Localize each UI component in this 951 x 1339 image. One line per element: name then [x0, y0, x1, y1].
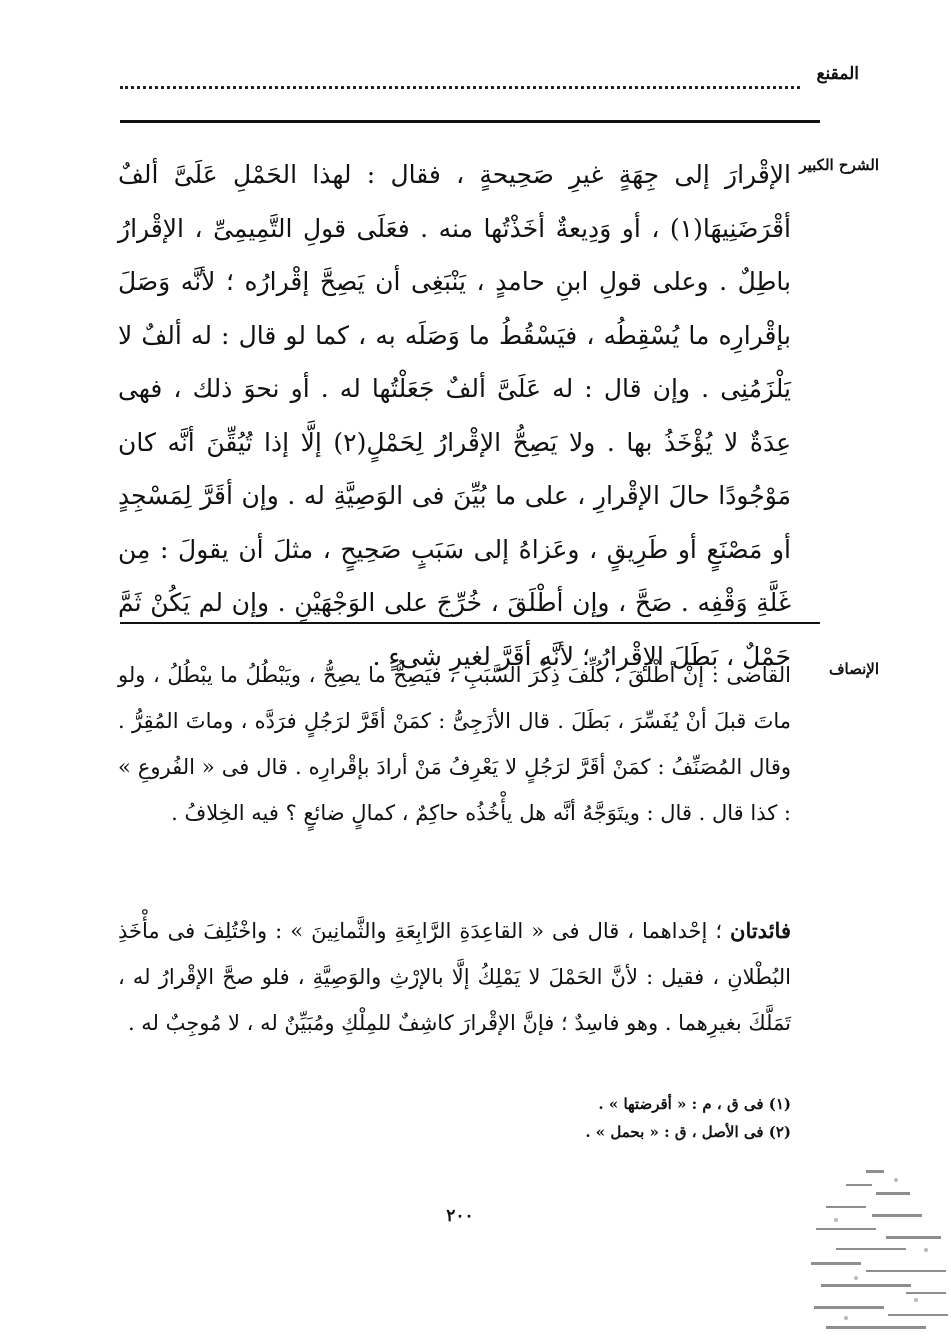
footnote-2: (٢) فى الأصل ، ق : « بحمل » .	[585, 1123, 791, 1141]
commentary-label: الشرح الكبير	[799, 156, 879, 174]
insaf-section	[118, 652, 791, 836]
section-divider	[120, 622, 820, 624]
benefits-section	[118, 908, 791, 1046]
benefits-paragraph	[118, 908, 791, 1046]
running-title: المقنع	[816, 64, 859, 84]
insaf-label: الإنصاف	[828, 660, 879, 678]
commentary-text: الإقْرارَ إلى جِهَةٍ غيرِ صَحِيحةٍ ، فقال : لهذا الحَمْلِ عَلَىَّ ألفٌ أقْرَضَنِيهَا(١) ، أو وَدِيعةٌ أخَذْتُها منه . فعَلَى قولِ التَّمِيمِىِّ ، الإقْرارُ باطِلٌ . وعلى قولِ ابنِ حامدٍ ، يَنْبَغِى أن يَصِحَّ إقْرارُه ؛ لأنَّه وَصَلَ بإقْرارِه ما يُسْقِطُه ، فيَسْقُطُ ما وَصَلَه به ، كما لو قال : له ألفٌ لا يَلْزَمُنِى . وإن قال : له عَلَىَّ ألفٌ جَعَلْتُها له . أو نحوَ ذلك ، فهى عِدَةٌ لا يُؤْخَذُ بها . ولا يَصِحُّ الإقْرارُ لِحَمْلٍ(٢) إلَّا إذا تُيُقِّنَ أنَّه كان مَوْجُودًا حالَ الإقْرارِ ، على ما بُيِّنَ فى الوَصِيَّةِ له . وإن أقَرَّ لِمَسْجِدٍ أو مَصْنَعٍ أو طَرِيقٍ ، وعَزاهُ إلى سَبَبٍ صَحِيحٍ ، مثلَ أن يقولَ : مِن غَلَّةِ وَقْفِه . صَحَّ ، وإن أطْلَقَ ، خُرِّجَ على الوَجْهَيْنِ . وإن لم يَكُنْ ثَمَّ حَمْلٌ ، بَطَلَ الإقْرارُ ؛ لأنَّه أقَرَّ لغيرِ شىءٍ .	[118, 160, 791, 671]
benefits-lead: فائدتان	[730, 918, 791, 943]
footnote-1: (١) فى ق ، م : « أقرضتها » .	[598, 1095, 791, 1113]
header-rule	[120, 120, 820, 123]
scan-noise-artifact	[806, 1150, 951, 1339]
insaf-text: القاضى : إنْ أطْلَقَ ، كُلِّفَ ذِكْرَ السَّبَبِ ، فيَصِحُّ ما يصِحُّ ، ويَبْطُلُ ما يبْطُلُ ، ولو ماتَ قبلَ أنْ يُفَسِّرَ ، بَطَلَ . قال الأزَجِىُّ : كمَنْ أقَرَّ لرَجُلٍ فرَدَّه ، وماتَ المُقِرُّ . وقال المُصَنِّفُ : كمَنْ أقَرَّ لرَجُلٍ لا يَعْرِفُ مَنْ أرادَ بإقْرارِه . قال فى « الفُروعِ » : كذا قال . قال : ويتَوَجَّهُ أنَّه هل يأْخُذُه حاكِمٌ ، كمالٍ ضائعٍ ؟ فيه الخِلافُ .	[118, 663, 791, 825]
page-number: ٢٠٠	[446, 1206, 474, 1226]
commentary-section	[118, 148, 791, 683]
benefits-text: ؛ إحْداهما ، قال فى « القاعِدَةِ الرَّابِعَةِ والثَّمانِينَ » : واخْتُلِفَ فى مأْخَذِ البُطْلانِ ، فقيل : لأنَّ الحَمْلَ لا يَمْلِكُ إلَّا بالإرْثِ والوَصِيَّةِ ، فلو صحَّ الإقْرارُ له ، تَمَلَّكَ بغيرِهما . وهو فاسِدٌ ؛ فإنَّ الإقْرارَ كاشِفٌ للمِلْكِ ومُبَيِّنٌ له ، لا مُوجِبٌ له .	[118, 919, 791, 1035]
header-dotted-line	[120, 86, 800, 89]
footnotes	[585, 1090, 791, 1146]
